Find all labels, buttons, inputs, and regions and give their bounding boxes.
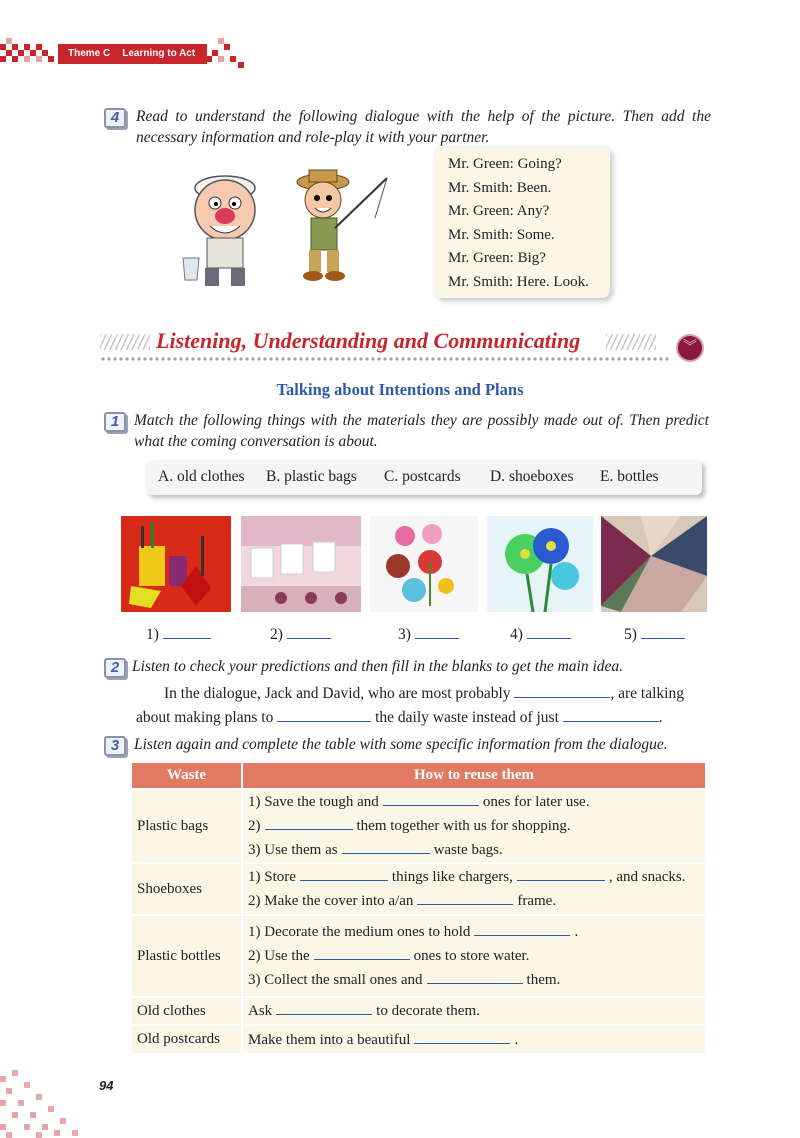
waste-cell: Plastic bags — [132, 789, 242, 863]
text-segment: 2) — [248, 818, 261, 834]
reuse-cell — [242, 789, 705, 863]
text-segment: Ask — [248, 1003, 273, 1019]
text-segment: ones for later use. — [482, 794, 590, 810]
section-title: Listening, Understanding and Communicating — [156, 328, 581, 353]
photo-boxes — [241, 516, 361, 612]
text-segment: waste bags. — [433, 842, 503, 858]
text-segment: to decorate them. — [376, 1003, 480, 1019]
fill-blank[interactable] — [314, 948, 410, 960]
answer-blank-3[interactable] — [398, 625, 459, 644]
blank-label: 4) — [510, 626, 523, 643]
pixel-pattern-bottom — [0, 1070, 90, 1138]
fill-blank[interactable] — [300, 869, 388, 881]
fishermen-illustration — [175, 168, 390, 293]
task-3-badge: 3 — [104, 736, 126, 756]
text-segment: , and snacks. — [608, 869, 686, 885]
theme-title: Learning to Act — [122, 48, 196, 59]
fill-blank[interactable] — [383, 794, 479, 806]
text-segment: the daily waste instead of just — [375, 709, 559, 726]
option-item: C. postcards — [384, 468, 461, 485]
answer-blank-2[interactable] — [270, 625, 331, 644]
text-segment: frame. — [517, 893, 557, 909]
answer-blank-1[interactable] — [146, 625, 211, 644]
blank-label: 3) — [398, 626, 411, 643]
task-4-instruction-line1: Read to understand the following dialogue with the help of the picture. Then add the — [136, 108, 711, 125]
blank-label: 5) — [624, 626, 637, 643]
text-segment: . — [574, 924, 579, 940]
waste-cell: Old clothes — [132, 997, 242, 1025]
dialogue-line: Mr. Green: Any? — [448, 203, 550, 220]
text-segment: 1) Decorate the medium ones to hold — [248, 924, 471, 940]
theme-label: Theme C — [68, 48, 111, 59]
fill-blank[interactable] — [517, 869, 605, 881]
text-segment: them together with us for shopping. — [356, 818, 571, 834]
text-segment: . — [514, 1031, 519, 1048]
text-segment: 1) Save the tough and — [248, 794, 379, 810]
theme-header-bar — [58, 44, 207, 64]
text-segment: things like chargers, — [391, 869, 513, 885]
dialogue-box — [434, 146, 610, 298]
waste-cell: Plastic bottles — [132, 915, 242, 997]
task-1-instruction-line2: what the coming conversation is about. — [134, 433, 378, 450]
table-row — [132, 915, 705, 997]
task-1-instruction — [134, 410, 709, 452]
table-header-row — [132, 763, 705, 789]
task-2-badge: 2 — [104, 658, 126, 678]
task-2-instruction: Listen to check your predictions and then fill in the blanks to get the main idea. — [132, 658, 624, 675]
text-segment: 3) Collect the small ones and — [248, 972, 423, 988]
task-1-instruction-line1: Match the following things with the materials they are possibly made out of. Then predict — [134, 412, 709, 429]
fill-blank[interactable] — [417, 893, 513, 905]
option-item: D. shoeboxes — [490, 468, 574, 485]
text-segment: about making plans to — [136, 709, 274, 726]
task-4-instruction — [136, 106, 711, 148]
fill-blank[interactable] — [514, 684, 610, 698]
task-3-instruction: Listen again and complete the table with some specific information from the dialogue. — [134, 736, 668, 753]
photo-flower-cards — [370, 516, 478, 612]
fill-blank[interactable] — [427, 972, 523, 984]
text-segment: them. — [526, 972, 561, 988]
fill-blank[interactable] — [563, 708, 659, 722]
task-2-line-1 — [164, 682, 684, 706]
reuse-table — [132, 763, 705, 1053]
table-row — [132, 1025, 705, 1053]
hatch-decoration-left — [100, 334, 150, 350]
task-4-instruction-line2: necessary information and role-play it with your partner. — [136, 129, 490, 146]
fill-blank[interactable] — [277, 708, 371, 722]
text-segment: 3) Use them as — [248, 842, 338, 858]
waste-cell: Old postcards — [132, 1025, 242, 1053]
reuse-cell — [242, 1025, 705, 1053]
photo-pencil-holder — [121, 516, 231, 612]
dotted-divider — [100, 357, 670, 361]
answer-blank-4[interactable] — [510, 625, 571, 644]
table-header-reuse: How to reuse them — [242, 763, 705, 789]
fill-blank[interactable] — [276, 1003, 372, 1015]
task-4-badge: 4 — [104, 108, 126, 128]
dialogue-line: Mr. Smith: Here. Look. — [448, 273, 589, 290]
photo-bottle-flowers — [487, 516, 593, 612]
photo-cloth-pillow — [601, 516, 707, 612]
dialogue-line: Mr. Green: Going? — [448, 156, 562, 172]
hatch-decoration-right — [606, 334, 656, 350]
section-subtitle: Talking about Intentions and Plans — [276, 380, 524, 399]
blank-label: 1) — [146, 626, 159, 643]
table-row — [132, 863, 705, 915]
text-segment: 2) Make the cover into a/an — [248, 893, 414, 909]
dialogue-line: Mr. Smith: Some. — [448, 226, 555, 243]
table-row — [132, 997, 705, 1025]
text-segment: 2) Use the — [248, 948, 310, 964]
dialogue-line: Mr. Smith: Been. — [448, 179, 552, 196]
option-item: B. plastic bags — [266, 468, 357, 485]
fill-blank[interactable] — [265, 818, 353, 830]
waste-cell: Shoeboxes — [132, 863, 242, 915]
pixel-decoration — [0, 1070, 90, 1138]
fill-blank[interactable] — [474, 924, 570, 936]
task-1-badge: 1 — [104, 412, 126, 432]
options-box — [146, 460, 702, 495]
reuse-cell — [242, 863, 705, 915]
text-segment: , are talking — [610, 685, 684, 702]
chevron-double-down-icon[interactable]: ︾ — [676, 334, 704, 362]
option-item: A. old clothes — [158, 468, 245, 485]
answer-blank-5[interactable] — [624, 625, 685, 644]
text-segment: Make them into a beautiful — [248, 1031, 411, 1048]
text-segment: In the dialogue, Jack and David, who are most probably — [164, 685, 511, 702]
text-segment: . — [658, 709, 663, 726]
dialogue-line: Mr. Green: Big? — [448, 250, 546, 267]
fill-blank[interactable] — [342, 842, 430, 854]
text-segment: ones to store water. — [413, 948, 530, 964]
option-item: E. bottles — [600, 468, 659, 485]
reuse-cell — [242, 997, 705, 1025]
task-2-line-2 — [136, 706, 663, 730]
text-segment: 1) Store — [248, 869, 296, 885]
blank-label: 2) — [270, 626, 283, 643]
fill-blank[interactable] — [414, 1032, 510, 1044]
reuse-cell — [242, 915, 705, 997]
table-header-waste: Waste — [132, 763, 242, 789]
table-row — [132, 789, 705, 863]
page-number: 94 — [99, 1078, 114, 1093]
